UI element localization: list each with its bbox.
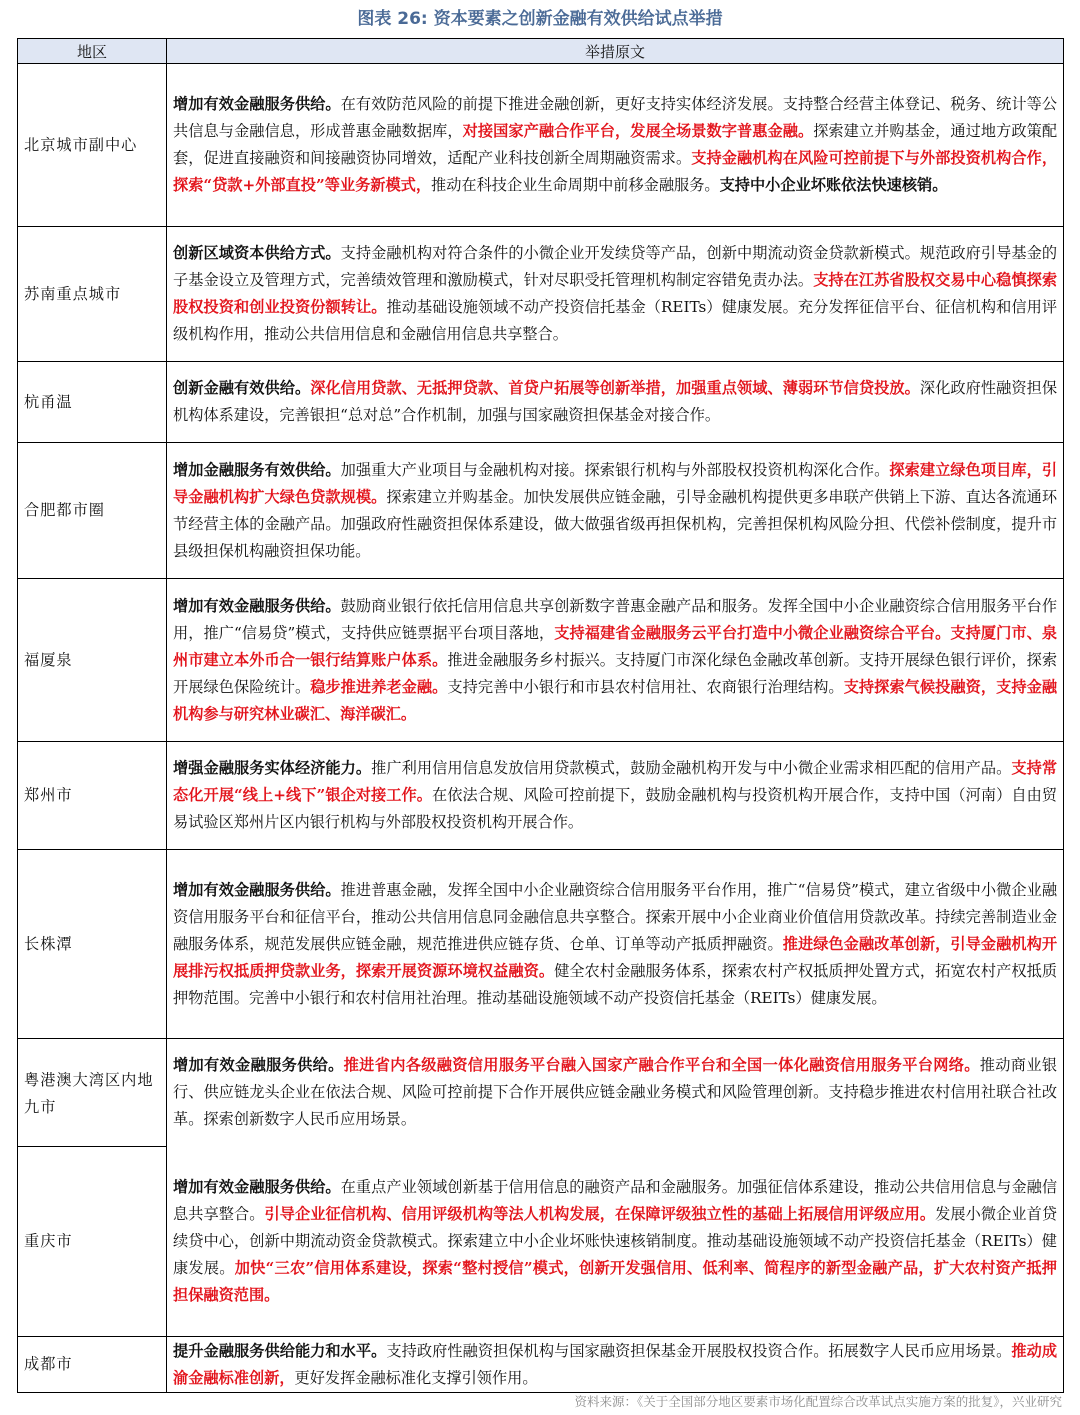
region-cell: 长株潭 [18, 850, 167, 1039]
measure-heading: 增加金融服务有效供给。 [173, 460, 341, 479]
table-row [18, 850, 1064, 1039]
region-cell: 合肥都市圈 [18, 443, 167, 579]
measures-cell [167, 1337, 1064, 1393]
region-cell: 福厦泉 [18, 579, 167, 742]
region-cell: 北京城市副中心 [18, 64, 167, 227]
table-row [18, 1039, 1064, 1147]
highlighted-measure-text: 加快“三农”信用体系建设，探索“整村授信”模式，创新开发强信用、低利率、简程序的新型金融产品，扩大农村资产抵押担保融资范围。 [173, 1258, 1057, 1304]
measures-cell [167, 1147, 1064, 1337]
region-cell: 郑州市 [18, 742, 167, 850]
measures-table [17, 38, 1064, 1393]
region-cell: 粤港澳大湾区内地九市 [18, 1039, 167, 1147]
measures-cell [167, 443, 1064, 579]
table-row [18, 1337, 1064, 1393]
measure-paragraph [173, 877, 1057, 1012]
measure-heading: 增加有效金融服务供给。 [173, 1056, 344, 1075]
source-note: 资料来源：《关于全国部分地区要素市场化配置综合改革试点实施方案的批复》，兴业研究 [574, 1394, 1062, 1409]
measure-paragraph [173, 1052, 1057, 1133]
measure-heading: 创新金融有效供给。 [173, 379, 311, 397]
measure-text: 加强重大产业项目与金融机构对接。探索银行机构与外部股权投资机构深化合作。 [340, 460, 890, 479]
measure-text: 在有效防范风险的前提下推进金融创新，更好支持实体经济发展。支持整合经营主体登记、税务、统计等公共信息与金融信息，形成普惠金融数据库， [173, 95, 1058, 140]
measure-heading: 增加有效金融服务供给。 [173, 1177, 341, 1196]
highlighted-measure-text: 推进省内各级融资信用服务平台融入国家产融合作平台和全国一体化融资信用服务平台网络。 [343, 1056, 980, 1075]
table-row [18, 579, 1064, 742]
measure-text: 深化政府性融资担保机构体系建设，完善银担“总对总”合作机制，加强与国家融资担保基金对接合作。 [173, 379, 1058, 424]
highlighted-measure-text: 引导企业征信机构、信用评级机构等法人机构发展，在保障评级独立性的基础上拓展信用评级应用。 [264, 1204, 936, 1223]
measure-heading: 创新区域资本供给方式。 [173, 244, 341, 262]
region-cell: 重庆市 [18, 1147, 167, 1337]
measure-text: 更好发挥金融标准化支撑引领作用。 [294, 1368, 538, 1387]
measures-cell [167, 227, 1064, 362]
highlighted-measure-text: 推进绿色金融改革创新，引导金融机构开展排污权抵质押贷款业务，探索开展资源环境权益融资。 [173, 934, 1058, 980]
measure-heading: 提升金融服务供给能力和水平。 [173, 1341, 387, 1360]
measure-paragraph [173, 755, 1057, 836]
highlighted-measure-text: 对接国家产融合作平台，发展全场景数字普惠金融。 [462, 122, 814, 140]
highlighted-measure-text: 探索建立绿色项目库，引导金融机构扩大绿色贷款规模。 [173, 460, 1058, 506]
region-cell: 杭甬温 [18, 362, 167, 443]
table-row [18, 64, 1064, 227]
figure-title: 图表 26: 资本要素之创新金融有效供给试点举措 [357, 9, 723, 29]
measure-text: 探索建立并购基金。加快发展供应链金融，引导金融机构提供更多串联产供销上下游、直达各流通环节经营主体的金融产品。加强政府性融资担保体系建设，做大做强省级再担保机构，完善担保机构风险分担、代偿补偿制度，提升市县级担保机构融资担保功能。 [173, 487, 1058, 560]
header-measures: 举措原文 [167, 39, 1064, 64]
region-cell: 成都市 [18, 1337, 167, 1393]
measure-text: 支持金融机构对符合条件的小微企业开发续贷等产品，创新中期流动资金贷款新模式。规范政府引导基金的子基金设立及管理方式，完善绩效管理和激励模式，针对尽职受托管理机构制定容错免责办法。 [173, 244, 1058, 289]
region-cell: 苏南重点城市 [18, 227, 167, 362]
measure-text: 在依法合规、风险可控前提下，鼓励金融机构与投资机构开展合作，支持中国（河南）自由贸易试验区郑州片区内银行机构与外部股权投资机构开展合作。 [173, 786, 1058, 831]
measure-heading: 增加有效金融服务供给。 [173, 880, 341, 899]
measures-cell [167, 362, 1064, 443]
highlighted-measure-text: 深化信用贷款、无抵押贷款、首贷户拓展等创新举措，加强重点领域、薄弱环节信贷投放。 [310, 379, 920, 397]
table-row [18, 443, 1064, 579]
measures-cell [167, 850, 1064, 1039]
table-row [18, 742, 1064, 850]
measure-text: 探索建立并购基金，通过地方政策配套，促进直接融资和间接融资协同增效，适配产业科技创新全周期融资需求。 [173, 122, 1058, 167]
measure-paragraph [173, 457, 1057, 565]
table-row [18, 1147, 1064, 1337]
measure-heading: 支持中小企业坏账依法快速核销。 [719, 176, 948, 194]
measure-text: 支持政府性融资担保机构与国家融资担保基金开展股权投资合作。拓展数字人民币应用场景。 [386, 1341, 1012, 1360]
highlighted-measure-text: 支持在江苏省股权交易中心稳慎探索股权投资和创业投资份额转让。 [173, 271, 1058, 316]
table-header-row [18, 39, 1064, 64]
measure-text: 推广利用信用信息发放信用贷款模式，鼓励金融机构开发与中小微企业需求相匹配的信用产品。 [371, 759, 1012, 777]
measure-text: 推动在科技企业生命周期中前移金融服务。 [431, 176, 720, 194]
measure-paragraph [173, 1174, 1057, 1309]
measure-paragraph [173, 375, 1057, 429]
measure-text: 推进金融服务乡村振兴。支持厦门市深化绿色金融改革创新。支持开展绿色银行评价，探索开展绿色保险统计。 [173, 650, 1058, 696]
measure-text: 发展小微企业首贷续贷中心，创新中期流动资金贷款模式。探索建立中小企业坏账快速核销制度。推动基础设施领域不动产投资信托基金（REITs）健康发展。 [173, 1204, 1058, 1277]
measure-paragraph [173, 91, 1057, 199]
highlighted-measure-text: 支持常态化开展“线上+线下”银企对接工作。 [173, 759, 1058, 804]
measure-text: 鼓励商业银行依托信用信息共享创新数字普惠金融产品和服务。发挥全国中小企业融资综合信用服务平台作用，推广“信易贷”模式，支持供应链票据平台项目落地， [173, 596, 1058, 642]
table-row [18, 227, 1064, 362]
measures-cell [167, 742, 1064, 850]
measures-cell [167, 579, 1064, 742]
measure-heading: 增加有效金融服务供给。 [173, 95, 341, 113]
measures-cell [167, 64, 1064, 227]
measures-cell [167, 1039, 1064, 1147]
highlighted-measure-text: 支持福建省金融服务云平台打造中小微企业融资综合平台。支持厦门市、泉州市建立本外币合一银行结算账户体系。 [173, 623, 1058, 669]
measure-paragraph [173, 593, 1057, 728]
measure-text: 推动商业银行、供应链龙头企业在依法合规、风险可控前提下合作开展供应链金融业务模式和风险管理创新。支持稳步推进农村信用社联合社改革。探索创新数字人民币应用场景。 [173, 1056, 1058, 1129]
highlighted-measure-text: 推动成渝金融标准创新， [173, 1341, 1058, 1387]
measure-text: 推进普惠金融，发挥全国中小企业融资综合信用服务平台作用，推广“信易贷”模式，建立省级中小微企业融资信用服务平台和征信平台，推动公共信用信息同金融信息共享整合。探索开展中小企业商业价值信用贷款改革。持续完善制造业金融服务体系，规范发展供应链金融，规范推进供应链存货、仓单、订单等动产抵质押融资。 [173, 880, 1058, 953]
measure-paragraph [173, 240, 1057, 348]
measure-text: 支持完善中小银行和市县农村信用社、农商银行治理结构。 [447, 677, 844, 696]
header-region: 地区 [18, 39, 167, 64]
measure-text: 推动基础设施领域不动产投资信托基金（REITs）健康发展。充分发挥征信平台、征信机构和信用评级机构作用，推动公共信用信息和金融信用信息共享整合。 [173, 298, 1058, 343]
highlighted-measure-text: 支持金融机构在风险可控前提下与外部投资机构合作，探索“贷款+外部直投”等业务新模式， [173, 149, 1058, 194]
measure-paragraph [173, 1338, 1057, 1392]
measure-text: 在重点产业领域创新基于信用信息的融资产品和金融服务。加强征信体系建设，推动公共信用信息与金融信息共享整合。 [173, 1177, 1058, 1223]
measure-heading: 增强金融服务实体经济能力。 [173, 759, 372, 777]
measure-text: 健全农村金融服务体系，探索农村产权抵质押处置方式，拓宽农村产权抵质押物范围。完善中小银行和农村信用社治理。推动基础设施领域不动产投资信托基金（REITs）健康发展。 [173, 961, 1058, 1007]
measure-heading: 增加有效金融服务供给。 [173, 596, 341, 615]
highlighted-measure-text: 稳步推进养老金融。 [310, 677, 448, 696]
highlighted-measure-text: 支持探索气候投融资，支持金融机构参与研究林业碳汇、海洋碳汇。 [173, 677, 1058, 723]
table-row [18, 362, 1064, 443]
